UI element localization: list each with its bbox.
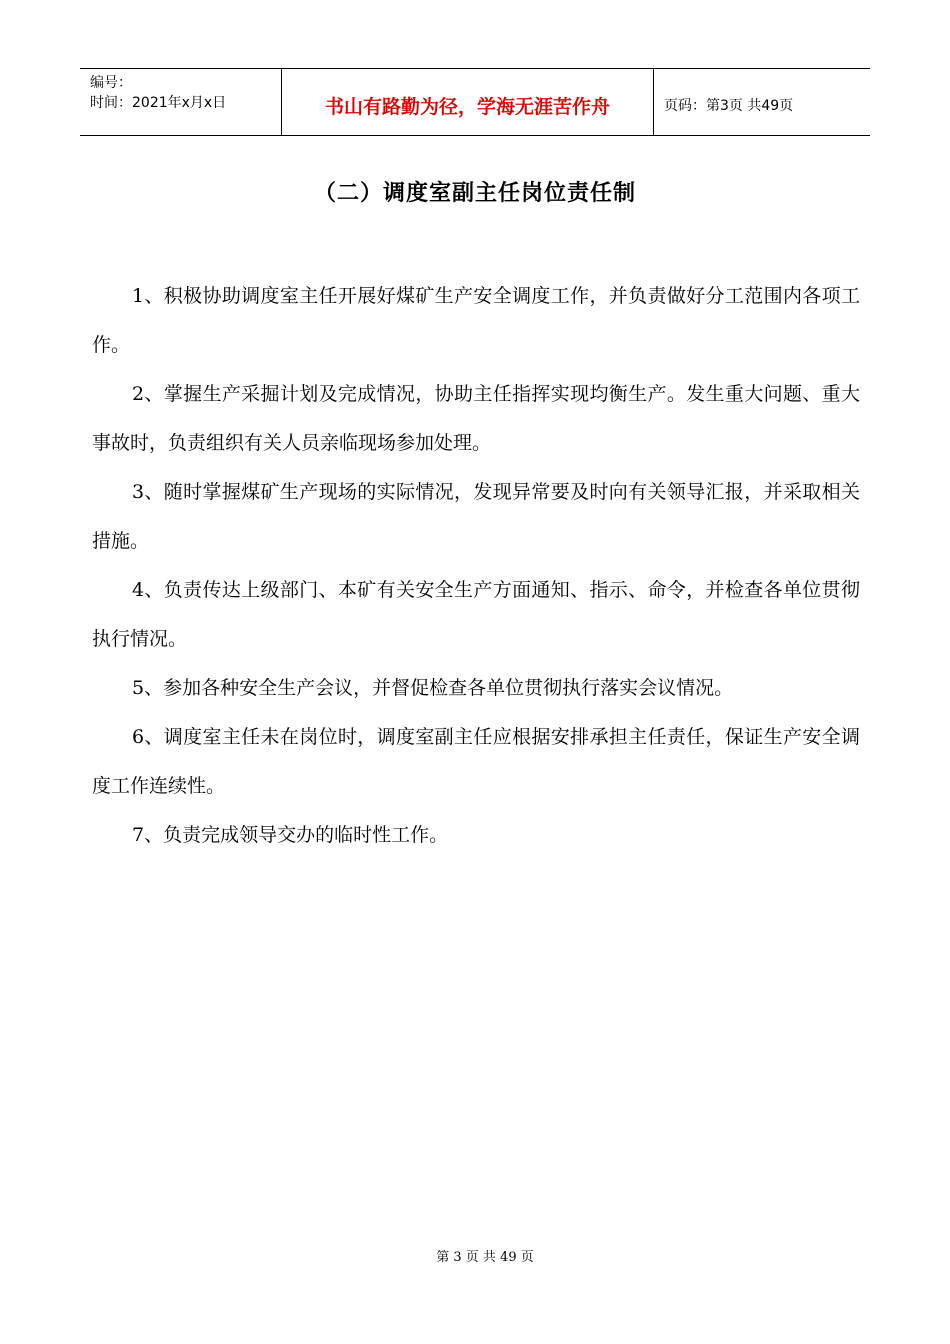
paragraph-5: 5、参加各种安全生产会议，并督促检查各单位贯彻执行落实会议情况。: [132, 677, 734, 699]
header-page-info: 页码：第3页 共49页: [664, 98, 794, 114]
header-motto-cell: [281, 69, 654, 135]
paragraph-4: 4、负责传达上级部门、本矿有关安全生产方面通知、指示、命令，并检查各单位贯彻执行情况。: [92, 579, 860, 650]
document-body: [92, 272, 860, 860]
paragraph-7: 7、负责完成领导交办的临时性工作。: [132, 824, 449, 846]
page-footer: 第 3 页 共 49 页: [436, 1250, 534, 1265]
paragraph-3: 3、随时掌握煤矿生产现场的实际情况，发现异常要及时向有关领导汇报，并采取相关措施。: [92, 481, 860, 552]
header-page-cell: [654, 69, 870, 135]
document-number-label: 编号：: [90, 75, 132, 91]
header-motto: 书山有路勤为径，学海无涯苦作舟: [324, 95, 610, 118]
header-meta: [80, 69, 281, 135]
paragraph-1: 1、积极协助调度室主任开展好煤矿生产安全调度工作，并负责做好分工范围内各项工作。: [92, 285, 860, 356]
document-title: （二）调度室副主任岗位责任制: [313, 181, 636, 206]
paragraph-2: 2、掌握生产采掘计划及完成情况，协助主任指挥实现均衡生产。发生重大问题、重大事故时，负责组织有关人员亲临现场参加处理。: [92, 383, 860, 454]
paragraph-6: 6、调度室主任未在岗位时，调度室副主任应根据安排承担主任责任，保证生产安全调度工作连续性。: [92, 726, 860, 797]
page-header: [80, 68, 870, 136]
document-time-label: 时间：2021年x月x日: [90, 95, 227, 111]
